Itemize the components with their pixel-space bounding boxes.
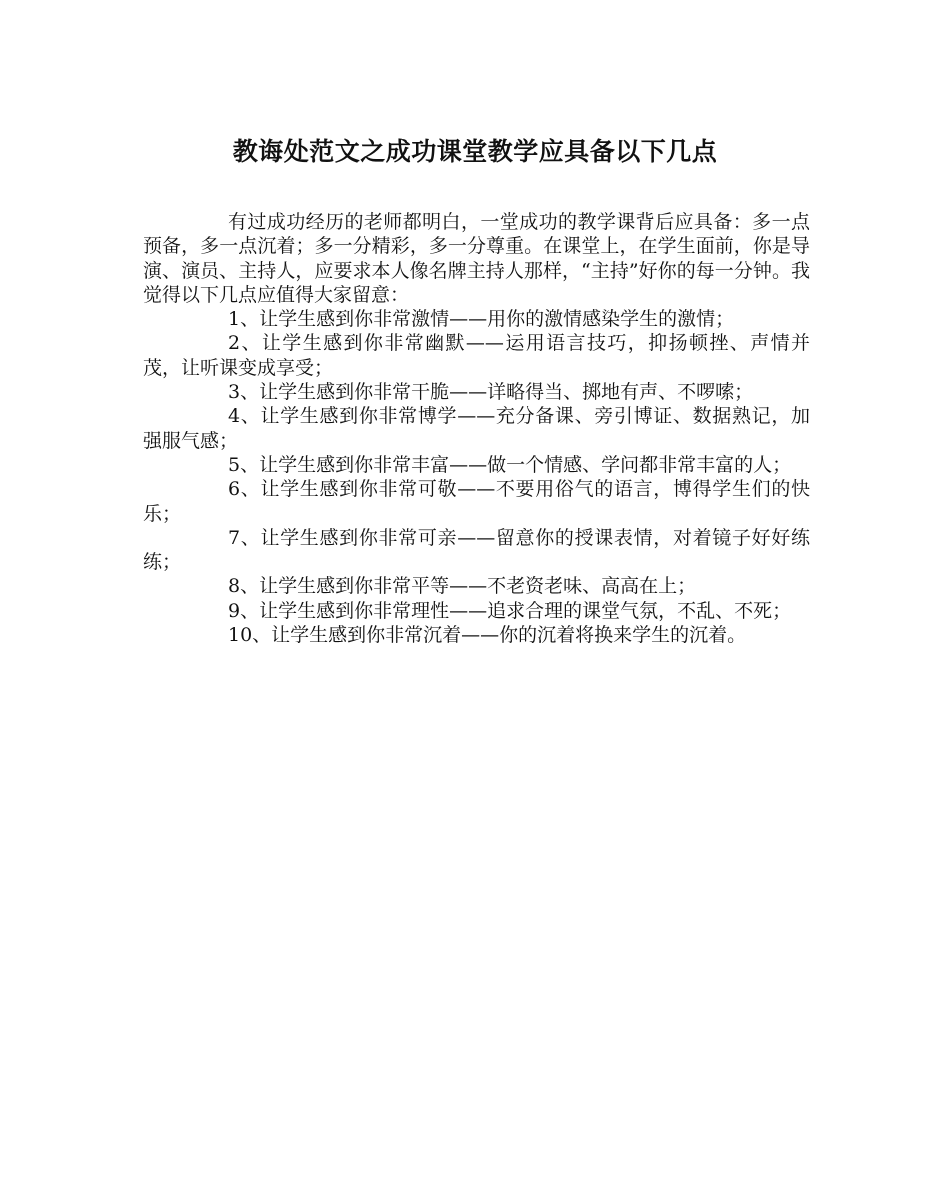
document-body bbox=[143, 210, 810, 647]
point-item-8: 8、让学生感到你非常平等——不老资老味、高高在上； bbox=[228, 575, 697, 598]
point-item-3: 3、让学生感到你非常干脆——详略得当、掷地有声、不啰嗦； bbox=[228, 381, 754, 404]
intro-paragraph: 有过成功经历的老师都明白，一堂成功的教学课背后应具备：多一点预备，多一点沉着；多一分精彩，多一分尊重。在课堂上，在学生面前，你是导演、演员、主持人，应要求本人像名牌主持人那样，“主持”好你的每一分钟。我觉得以下几点应值得大家留意： bbox=[143, 211, 810, 306]
point-item-4: 4、让学生感到你非常博学——充分备课、旁引博证、数据熟记，加强服气感； bbox=[143, 405, 810, 452]
point-item-7: 7、让学生感到你非常可亲——留意你的授课表情，对着镜子好好练练； bbox=[143, 526, 810, 574]
point-item-6: 6、让学生感到你非常可敬——不要用俗气的语言，博得学生们的快乐； bbox=[143, 478, 810, 525]
document-title: 教诲处范文之成功课堂教学应具备以下几点 bbox=[232, 137, 718, 166]
point-item-9: 9、让学生感到你非常理性——追求合理的课堂气氛，不乱、不死； bbox=[228, 599, 792, 622]
point-item-2: 2、让学生感到你非常幽默——运用语言技巧，抑扬顿挫、声情并茂，让听课变成享受； bbox=[143, 332, 810, 379]
point-item-5: 5、让学生感到你非常丰富——做一个情感、学问都非常丰富的人； bbox=[228, 453, 792, 476]
point-item-10: 10、让学生感到你非常沉着——你的沉着将换来学生的沉着。 bbox=[228, 624, 747, 647]
point-item-1: 1、让学生感到你非常激情——用你的激情感染学生的激情； bbox=[228, 308, 735, 331]
